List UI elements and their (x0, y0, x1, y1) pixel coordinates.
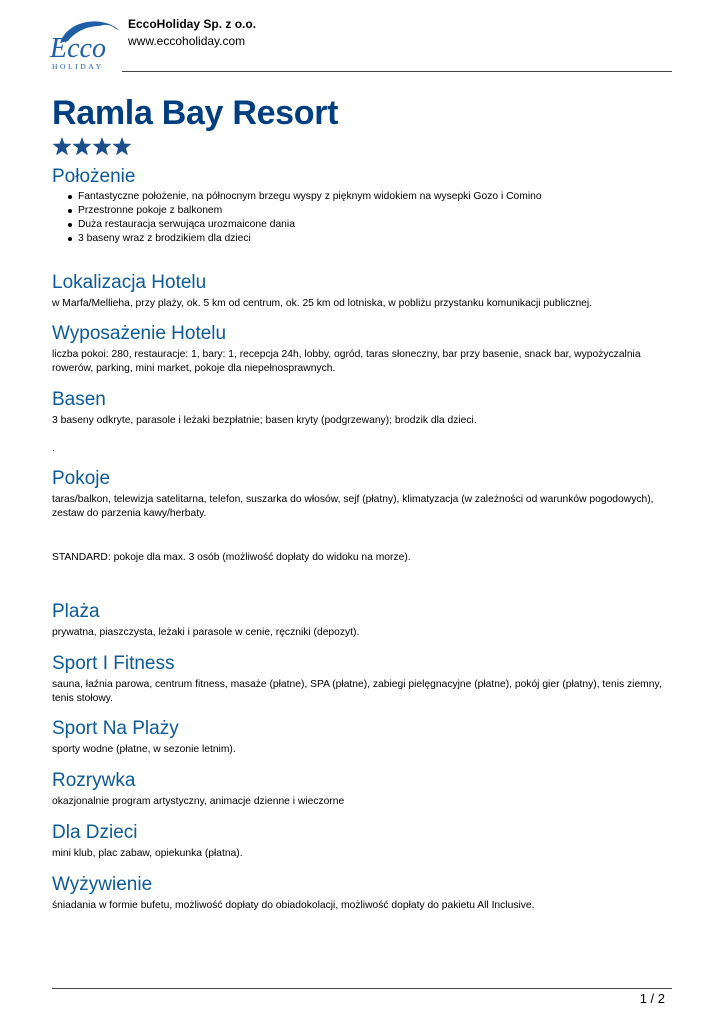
section-text: taras/balkon, telewizja satelitarna, telefon, suszarka do włosów, sejf (płatny), klimatyzacja (w zależności od warunków pogodowych), zestaw do parzenia kawy/herbaty. (52, 494, 654, 519)
page-number: 1 / 2 (639, 991, 665, 1006)
section-text: sauna, łaźnia parowa, centrum fitness, masaże (płatne), SPA (płatne), zabiegi pielęgnacyjne (płatne), pokój gier (płatny), tenis ziemny, tenis stołowy. (52, 679, 662, 704)
section-basen (52, 389, 672, 456)
section-title: Dla Dzieci (52, 822, 138, 843)
svg-text:Ecco: Ecco (50, 33, 106, 64)
section-text: okazjonalnie program artystyczny, animacje dzienne i wieczorne (52, 796, 345, 807)
section-lokalizacja (52, 272, 672, 311)
header-divider (122, 71, 672, 72)
company-name: EccoHoliday Sp. z o.o. (128, 17, 257, 31)
section-title: Położenie (52, 166, 136, 187)
footer-divider (52, 988, 672, 989)
section-text: liczba pokoi: 280, restauracje: 1, bary: 1, recepcja 24h, lobby, ogród, taras słoneczny, bar przy basenie, snack bar, wypożyczalnia rowerów, parking, mini market, pokoje dla niepełnosprawnych. (52, 349, 641, 374)
feature-list (78, 190, 672, 246)
company-info (128, 17, 256, 49)
section-sport-fitness (52, 653, 672, 706)
star-icon (72, 137, 92, 157)
section-title: Rozrywka (52, 770, 136, 791)
star-icon (52, 137, 72, 157)
section-extra: . (52, 443, 55, 454)
section-dla-dzieci (52, 822, 672, 861)
room-standard: STANDARD: pokoje dla max. 3 osób (możliwość dopłaty do widoku na morze). (52, 552, 411, 563)
section-title: Lokalizacja Hotelu (52, 272, 207, 293)
section-rozrywka (52, 770, 672, 809)
section-title: Wyposażenie Hotelu (52, 323, 227, 344)
hotel-title: Ramla Bay Resort (52, 94, 339, 132)
section-wyposazenie (52, 323, 672, 376)
section-title: Wyżywienie (52, 874, 153, 895)
section-wyzywienie (52, 874, 672, 913)
star-rating (52, 137, 132, 159)
section-title: Basen (52, 389, 106, 410)
star-icon (112, 137, 132, 157)
section-pokoje (52, 468, 672, 565)
star-icon (92, 137, 112, 157)
section-title: Pokoje (52, 468, 111, 489)
list-item: Duża restauracja serwująca urozmaicone dania (78, 218, 672, 232)
svg-text:HOLIDAY: HOLIDAY (52, 62, 104, 71)
company-website[interactable]: www.eccoholiday.com (128, 34, 246, 48)
section-text: 3 baseny odkryte, parasole i leżaki bezpłatnie; basen kryty (podgrzewany); brodzik dla dzieci. (52, 415, 477, 426)
list-item: Fantastyczne położenie, na północnym brzegu wyspy z pięknym widokiem na wysepki Gozo i Comino (78, 190, 672, 204)
section-sport-plaza (52, 718, 672, 757)
section-text: w Marfa/Mellieha, przy plaży, ok. 5 km od centrum, ok. 25 km od lotniska, w pobliżu przystanku komunikacji publicznej. (52, 298, 593, 309)
section-text: sporty wodne (płatne, w sezonie letnim). (52, 744, 236, 755)
list-item: 3 baseny wraz z brodzikiem dla dzieci (78, 232, 672, 246)
section-polozenie (52, 166, 672, 246)
section-text: mini klub, plac zabaw, opiekunka (płatna). (52, 848, 243, 859)
section-text: prywatna, piaszczysta, leżaki i parasole w cenie, ręczniki (depozyt). (52, 627, 360, 638)
section-title: Sport I Fitness (52, 653, 175, 674)
section-title: Plaża (52, 601, 100, 622)
section-title: Sport Na Plaży (52, 718, 179, 739)
section-text: śniadania w formie bufetu, możliwość dopłaty do obiadokolacji, możliwość dopłaty do pakietu All Inclusive. (52, 900, 535, 911)
list-item: Przestronne pokoje z balkonem (78, 204, 672, 218)
company-logo (46, 13, 124, 71)
section-plaza (52, 601, 672, 640)
